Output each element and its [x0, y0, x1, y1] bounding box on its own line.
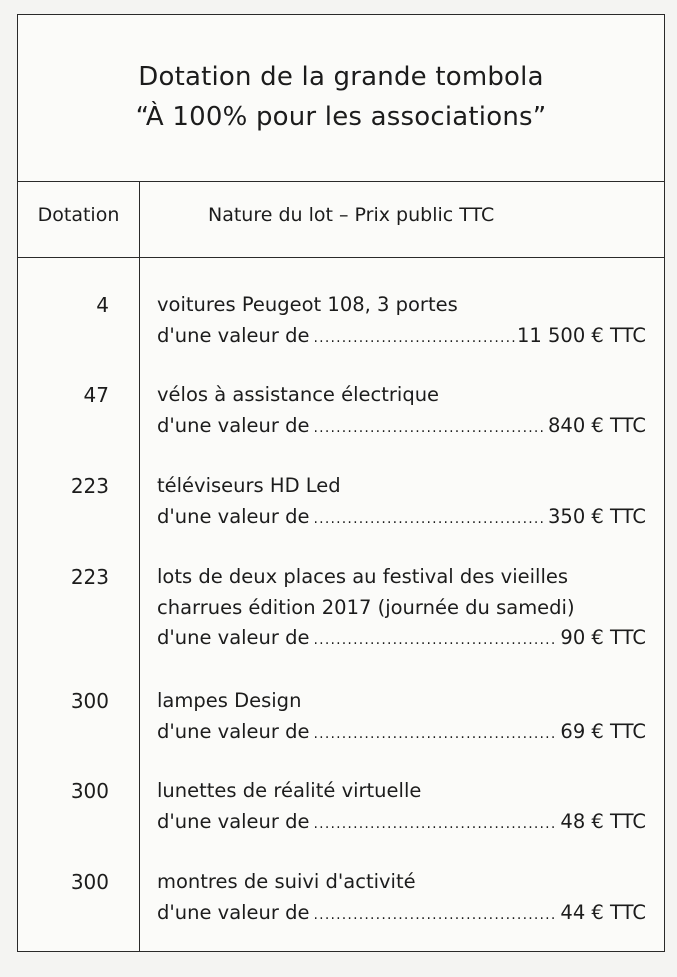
dot-leader — [314, 413, 547, 443]
lot-name-line: lampes Design — [157, 689, 302, 712]
lot-name-line: vélos à assistance électrique — [157, 383, 440, 406]
lot-value-line — [157, 717, 646, 749]
lot-price: 840 € TTC — [548, 413, 646, 437]
dot-leader — [314, 625, 559, 655]
dot-leader — [314, 900, 559, 930]
lot-price: 90 € TTC — [560, 626, 646, 649]
header-nature: Nature du lot – Prix public TTC — [208, 204, 495, 226]
dot-leader — [314, 323, 515, 353]
lot-price: 44 € TTC — [560, 900, 646, 924]
lot-description — [157, 867, 646, 930]
lot-value-line — [157, 321, 646, 353]
lot-price: 48 € TTC — [560, 809, 646, 833]
lot-quantity: 223 — [70, 565, 109, 589]
value-label: d'une valeur de — [157, 626, 310, 649]
lot-name-line: charrues édition 2017 (journée du samedi) — [157, 595, 575, 619]
lot-price: 11 500 € TTC — [517, 323, 646, 347]
lot-description — [157, 380, 646, 443]
title-block — [18, 15, 664, 182]
lot-name-line: voitures Peugeot 108, 3 portes — [157, 293, 458, 316]
lot-name-line: lots de deux places au festival des vieilles — [157, 565, 569, 588]
dot-leader — [314, 719, 559, 749]
lot-quantity: 223 — [70, 474, 109, 498]
column-divider — [139, 182, 140, 951]
title-line-2: “À 100% pour les associations” — [135, 102, 547, 132]
lot-description — [157, 686, 646, 749]
lot-description — [157, 471, 646, 534]
title-line-1: Dotation de la grande tombola — [138, 62, 544, 92]
lot-value-line — [157, 807, 646, 839]
value-label: d'une valeur de — [157, 413, 310, 437]
lot-price: 69 € TTC — [560, 719, 646, 743]
lot-name-line: montres de suivi d'activité — [157, 870, 416, 893]
lot-value-line — [157, 623, 646, 655]
lot-value-line — [157, 411, 646, 443]
lot-description — [157, 562, 646, 655]
value-label: d'une valeur de — [157, 900, 310, 924]
table-header — [18, 182, 664, 258]
lot-quantity: 4 — [96, 293, 109, 317]
value-label: d'une valeur de — [157, 504, 310, 528]
lot-description — [157, 290, 646, 353]
header-dotation: Dotation — [37, 204, 120, 226]
tombola-table — [17, 14, 665, 952]
value-label: d'une valeur de — [157, 809, 310, 833]
lot-quantity: 300 — [70, 779, 109, 803]
value-label: d'une valeur de — [157, 323, 310, 347]
dot-leader — [314, 504, 547, 534]
dot-leader — [314, 809, 559, 839]
lot-name-line: téléviseurs HD Led — [157, 474, 341, 497]
lot-quantity: 300 — [70, 689, 109, 713]
lot-description — [157, 776, 646, 839]
lot-value-line — [157, 502, 646, 534]
lot-name-line: lunettes de réalité virtuelle — [157, 779, 422, 802]
value-label: d'une valeur de — [157, 719, 310, 743]
lot-quantity: 300 — [70, 870, 109, 894]
lot-quantity: 47 — [83, 383, 109, 407]
lot-value-line — [157, 898, 646, 930]
lot-price: 350 € TTC — [548, 504, 646, 528]
